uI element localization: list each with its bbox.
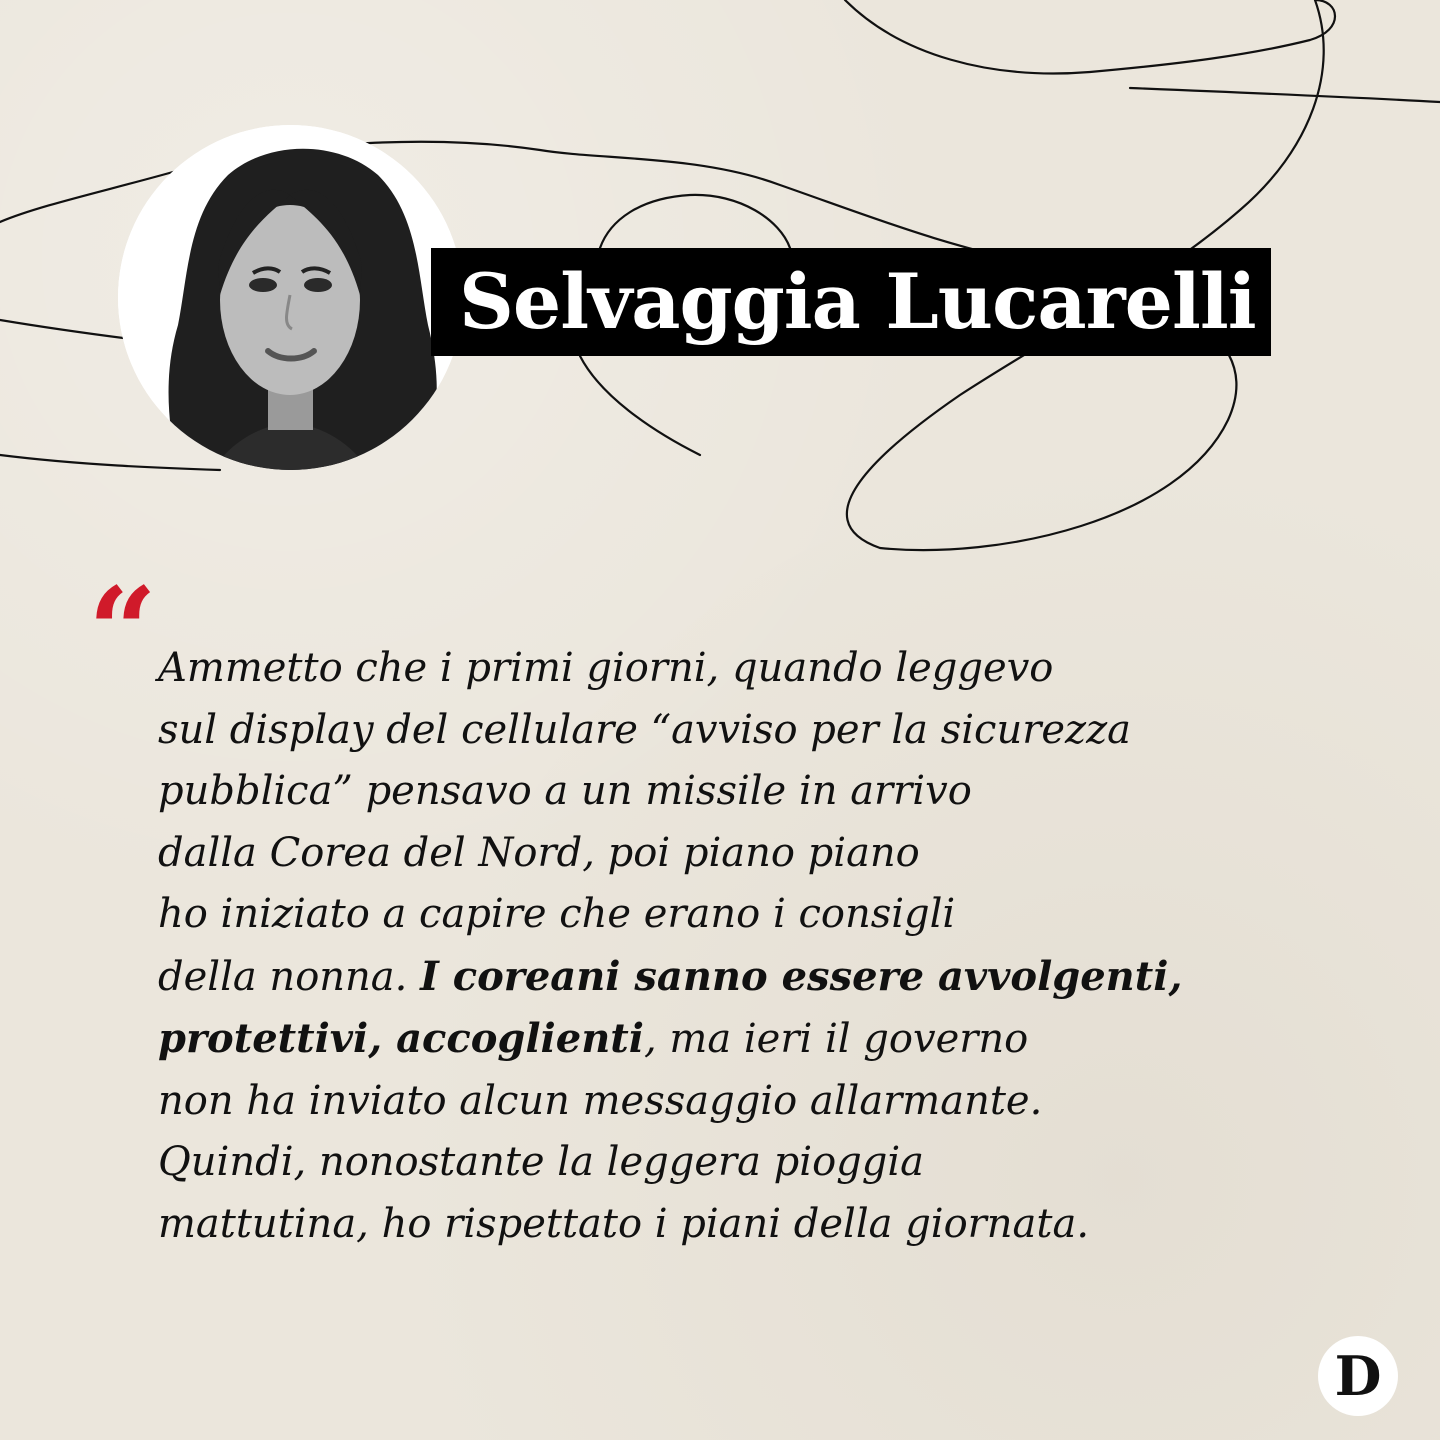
quote-fragment: dalla Corea del Nord, poi piano piano [158, 829, 920, 876]
quote-fragment: Ammetto che i primi giorni, quando leggevo [158, 645, 1054, 691]
quote-fragment: ho iniziato a capire che erano i consigli [158, 891, 956, 937]
quote-line [158, 1132, 1358, 1194]
author-portrait [118, 125, 463, 470]
author-name-bar [431, 248, 1271, 356]
quote-line [158, 884, 1358, 946]
quote-line [158, 1194, 1358, 1256]
author-photo [118, 125, 463, 470]
quote-line [158, 761, 1358, 823]
quote-line [158, 823, 1358, 885]
quote-line [158, 638, 1358, 700]
quote-line [158, 1071, 1358, 1133]
brand-logo: D [1318, 1336, 1398, 1416]
quote-fragment: della nonna. [158, 953, 421, 1000]
quote-fragment: non ha inviato alcun messaggio allarmante. [158, 1077, 1043, 1124]
quote-fragment: sul display del cellulare “avviso per la sicurezza [158, 706, 1131, 753]
quote-highlight: I coreani sanno essere avvolgenti, [420, 952, 1183, 1000]
quote-highlight: protettivi, accoglienti [158, 1015, 644, 1062]
quote-fragment: Quindi, nonostante la leggera pioggia [158, 1139, 925, 1185]
quote-fragment: mattutina, ho rispettato i piani della giornata. [158, 1200, 1090, 1247]
quote-fragment: pubblica” pensavo a un missile in arrivo [158, 768, 972, 814]
quote-line [158, 946, 1358, 1009]
quote-line [158, 1008, 1358, 1071]
quote-line [158, 700, 1358, 762]
quote-mark-icon: “ [88, 561, 158, 702]
author-name: Selvaggia Lucarelli [459, 257, 1256, 346]
quote-text [158, 638, 1358, 1255]
quote-fragment: , ma ieri il governo [643, 1016, 1029, 1062]
